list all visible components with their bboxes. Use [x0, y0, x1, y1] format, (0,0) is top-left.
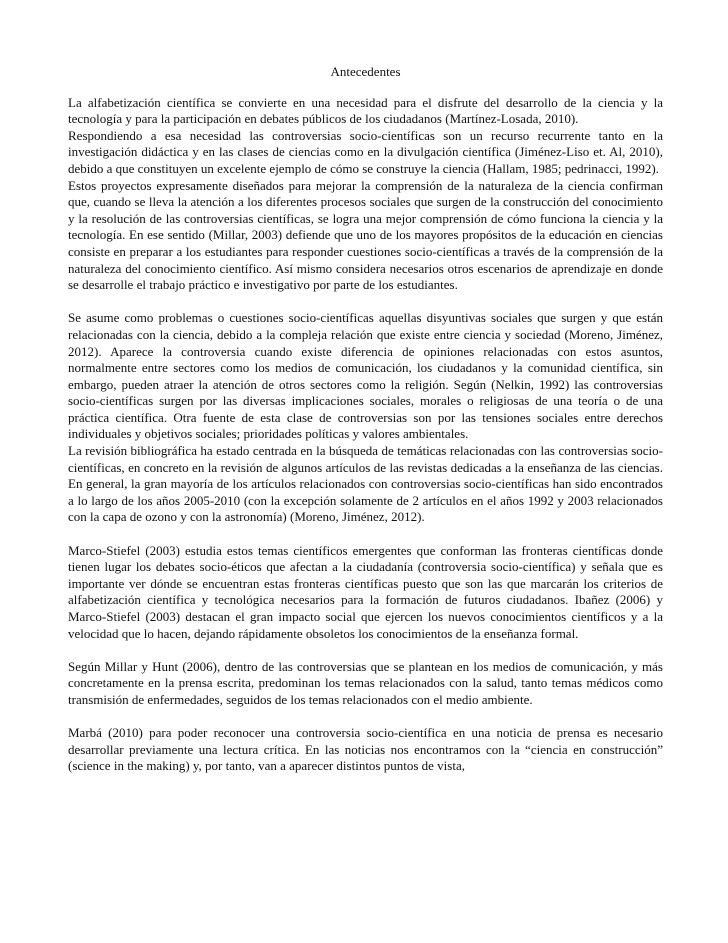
- paragraph-millar-hunt: Según Millar y Hunt (2006), dentro de las controversias que se plantean en los medios de comunicación, y más concretamente en la prensa escrita, predominan los temas relacionados con la salud, tanto temas médicos como transmisión de enfermedades, seguidos de los temas relacionados con el medio ambiente.: [68, 658, 663, 707]
- paragraph-revision-bibliografica: La revisión bibliográfica ha estado centrada en la búsqueda de temáticas relacionadas con las controversias socio-científicas, en concreto en la revisión de algunos artículos de las revistas dedicadas a la enseñanza de las ciencias. En general, la gran mayoría de los artículos relacionados con controversias socio-científicas han sido encontrados a lo largo de los años 2005-2010 (con la excepción solamente de 2 artículos en el años 1992 y 2003 relacionados con la capa de ozono y con la astronomía) (Moreno, Jiménez, 2012).: [68, 443, 663, 525]
- paragraph-cuestiones-socio-cientificas: Se asume como problemas o cuestiones socio-científicas aquellas disyuntivas sociales que surgen y que están relacionadas con la ciencia, debido a la compleja relación que existe entre ciencia y sociedad (Moreno, Jiménez, 2012). Aparece la controversia cuando existe diferencia de opiniones relacionadas con estos asuntos, normalmente entre sectores como los medios de comunicación, los ciudadanos y la comunidad científica, sin embargo, pueden atraer la atención de otros sectores como la religión. Según (Nelkin, 1992) las controversias socio-científicas surgen por las diversas implicaciones sociales, morales o religiosas de una teoría o de una práctica científica. Otra fuente de esta clase de controversias son por las tensiones sociales entre derechos individuales y objetivos sociales; prioridades políticas y valores ambientales.: [68, 310, 663, 442]
- paragraph-marco-stiefel: Marco-Stiefel (2003) estudia estos temas científicos emergentes que conforman las fronteras científicas donde tienen lugar los debates socio-éticos que afectan a la ciudadanía (controversia socio-científica) y señala que es importante ver dónde se encuentran estas fronteras científicas puesto que son las que marcarán los criterios de alfabetización científica y tecnológica necesarios para la formación de futuros ciudadanos. Ibañez (2006) y Marco-Stiefel (2003) destacan el gran impacto social que ejercen los nuevos conocimientos científicos y a la velocidad que lo hacen, dejando rápidamente obsoletos los conocimientos de la enseñanza formal.: [68, 542, 663, 641]
- section-heading: Antecedentes: [330, 64, 401, 79]
- paragraph-proyectos: Estos proyectos expresamente diseñados para mejorar la comprensión de la naturaleza de la ciencia confirman que, cuando se lleva la atención a los diferentes procesos sociales que surgen de la construcción del conocimiento y la resolución de las controversias científicas, se logra una mejor comprensión de cómo funciona la ciencia y la tecnología. En ese sentido (Millar, 2003) defiende que uno de los mayores propósitos de la educación en ciencias consiste en preparar a los estudiantes para responder cuestiones socio-científicas a través de la comprensión de la naturaleza del conocimiento científico. Así mismo considera necesarios otros escenarios de aprendizaje en donde se desarrolle el trabajo práctico e investigativo por parte de los estudiantes.: [68, 177, 663, 293]
- paragraph-alfabetizacion: La alfabetización científica se convierte en una necesidad para el disfrute del desarrollo de la ciencia y la tecnología y para la participación en debates públicos de los ciudadanos (Martínez-Losada, 2010).: [68, 94, 663, 127]
- document-page: [68, 64, 663, 775]
- paragraph-marba: Marbá (2010) para poder reconocer una controversia socio-científica en una noticia de prensa es necesario desarrollar previamente una lectura crítica. En las noticias nos encontramos con la “ciencia en construcción” (science in the making) y, por tanto, van a aparecer distintos puntos de vista,: [68, 725, 663, 774]
- paragraph-respondiendo: Respondiendo a esa necesidad las controversias socio-científicas son un recurso recurrente tanto en la investigación didáctica y en las clases de ciencias como en la divulgación científica (Jiménez-Liso et. Al, 2010), debido a que constituyen un excelente ejemplo de cómo se construye la ciencia (Hallam, 1985; pedrinacci, 1992).: [68, 127, 663, 176]
